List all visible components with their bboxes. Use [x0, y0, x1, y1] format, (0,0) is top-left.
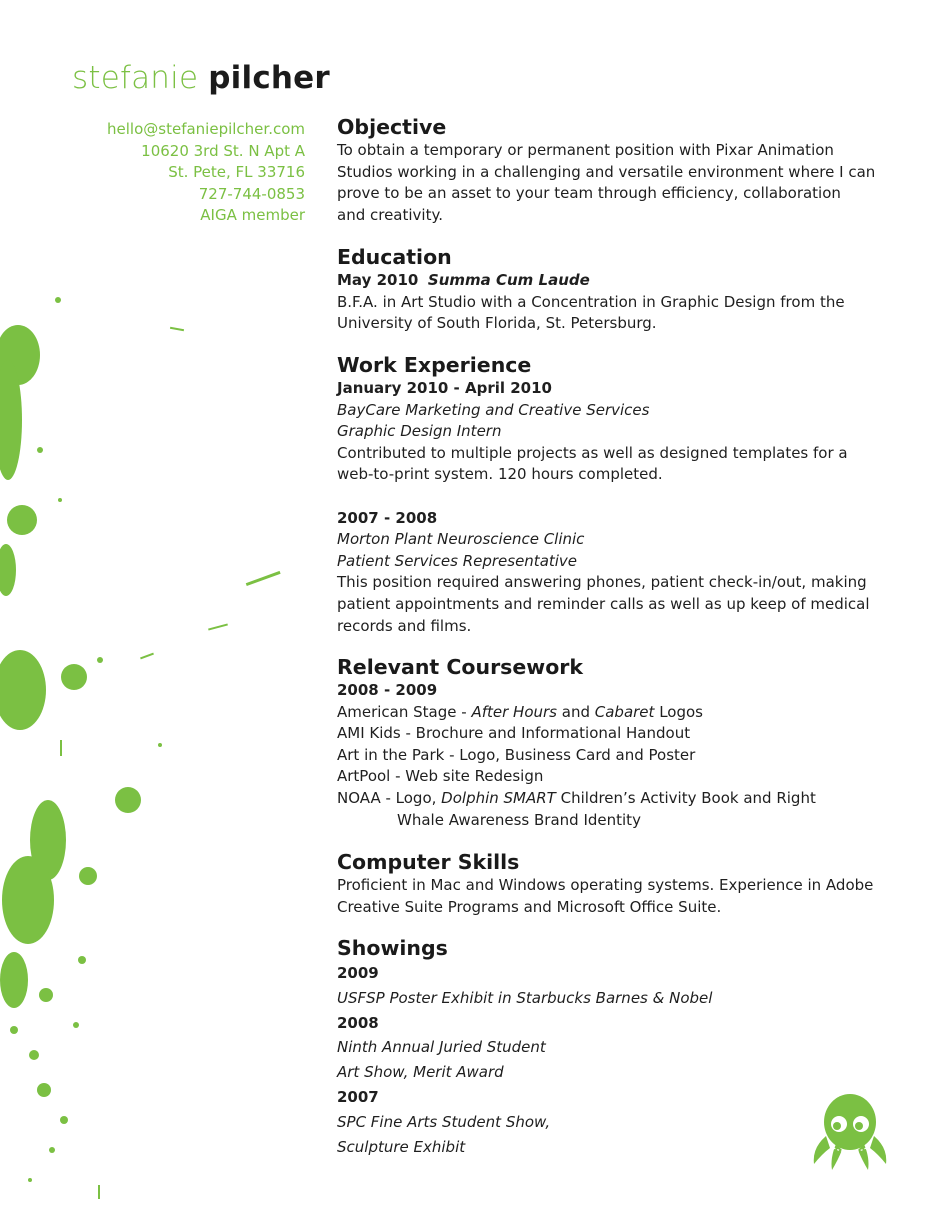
coursework-dates: 2008 - 2009	[337, 681, 438, 699]
job-dates: 2007 - 2008	[337, 508, 438, 527]
coursework-italic: Cabaret	[594, 702, 655, 721]
job-description-line: This position required answering phones, patient check-in/out, making	[337, 573, 867, 592]
education-honor: Summa Cum Laude	[427, 271, 590, 289]
section-heading: Showings	[337, 936, 448, 960]
last-name: pilcher	[208, 60, 330, 96]
contact-email[interactable]: hello@stefaniepilcher.com	[107, 120, 305, 138]
coursework-item: ArtPool - Web site Redesign	[337, 767, 544, 786]
skills-line: Proficient in Mac and Windows operating systems. Experience in Adobe	[337, 876, 874, 894]
coursework-italic: Dolphin SMART	[441, 788, 556, 807]
section-coursework	[337, 654, 816, 831]
showing-title: Sculpture Exhibit	[337, 1137, 466, 1156]
contact-membership: AIGA member	[200, 206, 305, 224]
octopus-icon	[808, 1088, 892, 1172]
job-title: Graphic Design Intern	[337, 422, 502, 441]
first-name: stefanie	[72, 60, 199, 96]
section-objective	[337, 114, 875, 226]
section-heading: Objective	[337, 115, 447, 139]
section-heading: Relevant Coursework	[337, 655, 584, 679]
section-education	[337, 244, 845, 335]
contact-city: St. Pete, FL 33716	[168, 163, 305, 181]
resume-name	[72, 60, 330, 96]
job-title: Patient Services Representative	[337, 551, 578, 570]
job-description-line: web-to-print system. 120 hours completed.	[337, 465, 663, 484]
job-description-line: Contributed to multiple projects as well as designed templates for a	[337, 443, 848, 462]
section-heading: Computer Skills	[337, 850, 520, 874]
showing-year: 2007	[337, 1087, 379, 1106]
objective-line: and creativity.	[337, 205, 443, 224]
coursework-text: Children’s Activity Book and Right	[555, 788, 816, 807]
section-heading: Work Experience	[337, 353, 532, 377]
showing-title: USFSP Poster Exhibit in Starbucks Barnes & Nobel	[337, 988, 713, 1007]
coursework-item: AMI Kids - Brochure and Informational Handout	[337, 724, 691, 743]
spacer	[337, 486, 870, 508]
coursework-italic: After Hours	[471, 702, 557, 721]
showing-year: 2008	[337, 1013, 379, 1032]
education-line: B.F.A. in Art Studio with a Concentration in Graphic Design from the	[337, 292, 845, 311]
contact-street: 10620 3rd St. N Apt A	[141, 141, 305, 160]
education-line: University of South Florida, St. Petersburg.	[337, 314, 657, 333]
showing-year: 2009	[337, 964, 379, 982]
job-company: Morton Plant Neuroscience Clinic	[337, 530, 585, 549]
coursework-text: and	[557, 702, 595, 721]
coursework-text: NOAA - Logo,	[337, 788, 442, 807]
showing-title: Art Show, Merit Award	[337, 1063, 504, 1082]
job-description-line: records and films.	[337, 616, 472, 635]
coursework-item	[337, 702, 816, 724]
section-heading: Education	[337, 245, 452, 269]
objective-line: prove to be an asset to your team through efficiency, collaboration	[337, 184, 841, 203]
section-showings	[337, 935, 712, 1159]
education-date: May 2010	[337, 271, 419, 289]
contact-phone: 727-744-0853	[198, 184, 305, 203]
contact-block	[45, 119, 305, 227]
section-computer-skills	[337, 849, 873, 918]
education-date-line	[337, 270, 845, 292]
skills-line: Creative Suite Programs and Microsoft Office Suite.	[337, 897, 722, 916]
coursework-item	[337, 788, 816, 810]
job-description-line: patient appointments and reminder calls as well as up keep of medical	[337, 594, 870, 613]
coursework-text: American Stage -	[337, 702, 472, 721]
showing-title: Ninth Annual Juried Student	[337, 1038, 546, 1057]
coursework-item: Art in the Park - Logo, Business Card and Poster	[337, 745, 696, 764]
section-work-experience	[337, 352, 870, 637]
job-dates: January 2010 - April 2010	[337, 379, 552, 397]
coursework-item-continued: Whale Awareness Brand Identity	[397, 810, 641, 829]
showing-title: SPC Fine Arts Student Show,	[337, 1112, 551, 1131]
job-company: BayCare Marketing and Creative Services	[337, 400, 650, 419]
objective-line: Studios working in a challenging and versatile environment where I can	[337, 162, 876, 181]
coursework-text: Logos	[654, 702, 703, 721]
objective-line: To obtain a temporary or permanent position with Pixar Animation	[337, 141, 834, 159]
